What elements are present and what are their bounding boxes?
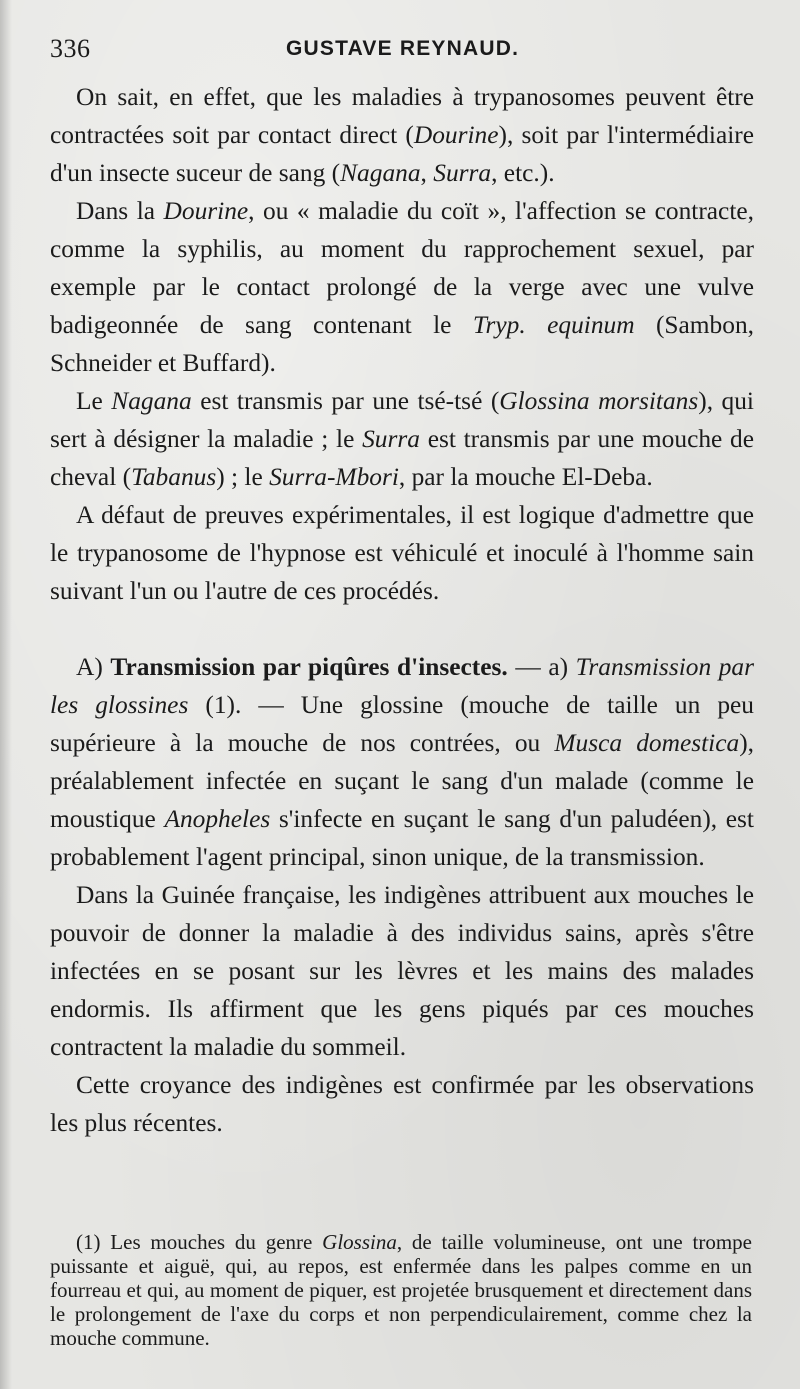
page-header [50,34,760,66]
section-heading-paragraph: A) Transmission par piqûres d'insectes. — a) Transmission par les glossines (1). — Une glossine (mouche de taille un peu supérieure à la mouche de nos contrées, ou Musca domestica), préalablement infectée en suçant le sang d'un malade (comme le moustique Anopheles s'infecte en suçant le sang d'un paludéen), est probablement l'agent principal, sinon unique, de la transmission. [50,653,755,871]
footnote [50,1230,752,1350]
footnote-text: (1) Les mouches du genre Glossina, de taille volumineuse, ont une trompe puissante et aiguë, qui, au repos, est enfermée dans les palpes comme en un fourreau et qui, au moment de piquer, est projetée brusquement et directement dans le prolongement de l'axe du corps et non perpendiculairement, comme chez la mouche commune. [50,1230,752,1350]
paragraph-4: A défaut de preuves expérimentales, il est logique d'admettre que le trypanosome de l'hypnose est véhiculé et inoculé à l'homme sain suivant l'un ou l'autre de ces procédés. [50,501,754,605]
paragraph-1: On sait, en effet, que les maladies à trypanosomes peuvent être contractées soit par contact direct (Dourine), soit par l'intermédiaire d'un insecte suceur de sang (Nagana, Surra, etc.). [50,83,754,187]
section-heading: Transmission par piqûres d'insectes. [110,653,508,681]
page-number: 336 [50,34,91,63]
paragraph-2: Dans la Dourine, ou « maladie du coït », l'affection se contracte, comme la syphilis, au moment du rapprochement sexuel, par exemple par le contact prolongé de la verge avec une vulve badigeonnée de sang contenant le Tryp. equinum (Sambon, Schneider et Buffard). [50,197,754,377]
running-head: GUSTAVE REYNAUD. [286,37,520,60]
body-text [50,78,754,1142]
paragraph-3: Le Nagana est transmis par une tsé-tsé (Glossina morsitans), qui sert à désigner la maladie ; le Surra est transmis par une mouche de cheval (Tabanus) ; le Surra-Mbori, par la mouche El-Deba. [50,387,754,491]
paragraph-6: Dans la Guinée française, les indigènes attribuent aux mouches le pouvoir de donner la maladie à des individus sains, après s'être infectées en se posant sur les lèvres et les mains des malades endormis. Ils affirment que les gens piqués par ces mouches contractent la maladie du sommeil. [50,881,754,1061]
paragraph-7: Cette croyance des indigènes est confirmée par les observations les plus récentes. [50,1071,754,1137]
